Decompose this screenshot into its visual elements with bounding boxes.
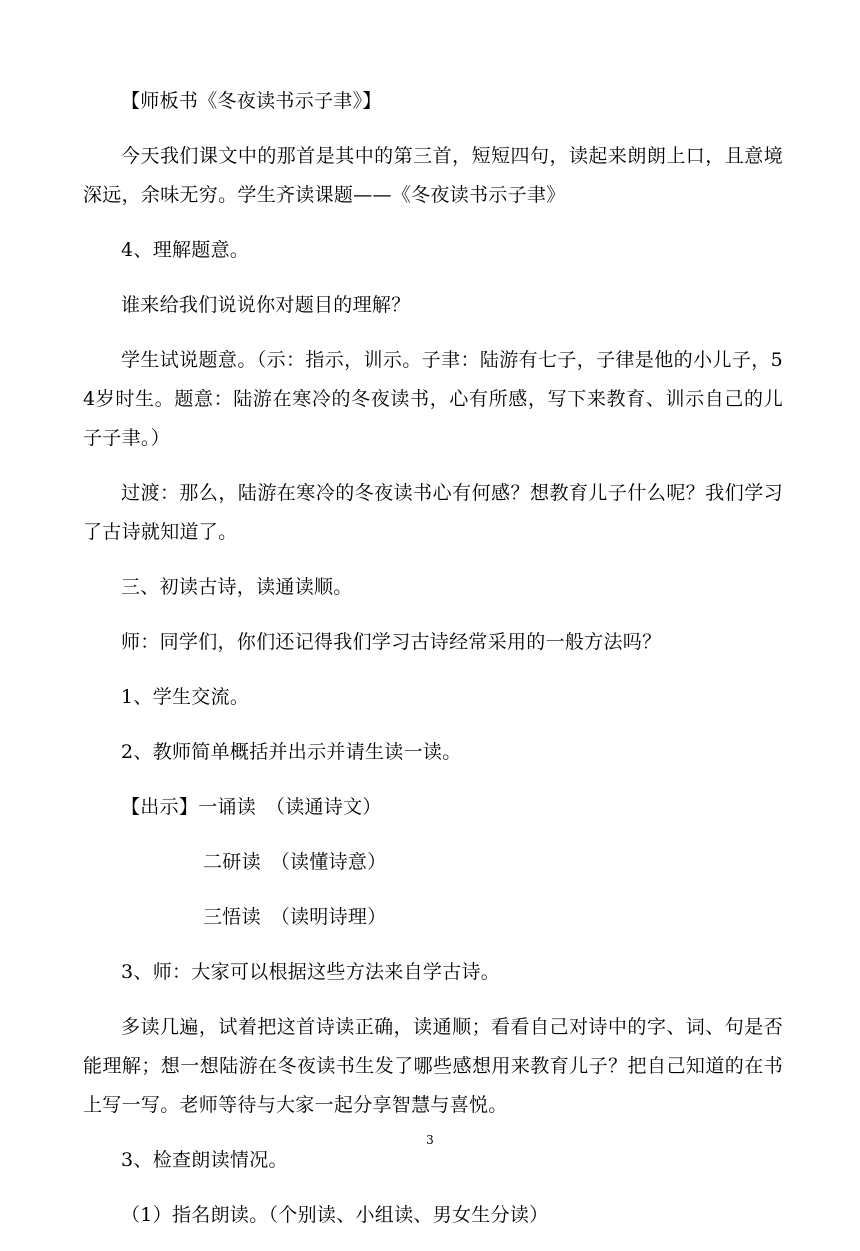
paragraph-self-study: 多读几遍，试着把这首诗读正确，读通顺；看看自己对诗中的字、词、句是否能理解；想一想陆游在冬夜读书生发了哪些感想用来教育儿子？把自己知道的在书上写一写。老师等待与大家一起分享智慧与喜悦。: [83, 1016, 783, 1116]
page-number: 3: [426, 1133, 434, 1147]
paragraph-step-3-teacher: 3、师：大家可以根据这些方法来自学古诗。: [121, 961, 501, 983]
paragraph-step-2: 2、教师简单概括并出示并请生读一读。: [121, 741, 462, 763]
paragraph-show-1: 【出示】一诵读 （读通诗文）: [121, 796, 382, 818]
paragraph-question: 谁来给我们说说你对题目的理解？: [121, 294, 411, 316]
paragraph-step-4: 4、理解题意。: [121, 239, 250, 261]
paragraph-step-3-check: 3、检查朗读情况。: [121, 1149, 288, 1171]
paragraph-board-title: 【师板书《冬夜读书示子聿》】: [121, 90, 382, 112]
paragraph-title-meaning: 学生试说题意。（示：指示，训示。子聿：陆游有七子，子律是他的小儿子，54岁时生。题意：陆游在寒冷的冬夜读书，心有所感，写下来教育、训示自己的儿子子聿。）: [83, 349, 783, 449]
paragraph-teacher-question: 师：同学们，你们还记得我们学习古诗经常采用的一般方法吗？: [121, 631, 662, 653]
paragraph-reading-1: （1）指名朗读。（个别读、小组读、男女生分读）: [121, 1204, 549, 1226]
paragraph-intro: 今天我们课文中的那首是其中的第三首，短短四句，读起来朗朗上口，且意境深远，余味无穷。学生齐读课题——《冬夜读书示子聿》: [83, 145, 783, 206]
paragraph-show-3: 三悟读 （读明诗理）: [203, 906, 387, 928]
paragraph-section-3: 三、初读古诗，读通读顺。: [121, 576, 353, 598]
document-body: [83, 82, 783, 1251]
paragraph-show-2: 二研读 （读懂诗意）: [203, 851, 387, 873]
paragraph-transition: 过渡：那么，陆游在寒冷的冬夜读书心有何感？想教育儿子什么呢？我们学习了古诗就知道了。: [83, 482, 783, 543]
paragraph-step-1: 1、学生交流。: [121, 686, 250, 708]
